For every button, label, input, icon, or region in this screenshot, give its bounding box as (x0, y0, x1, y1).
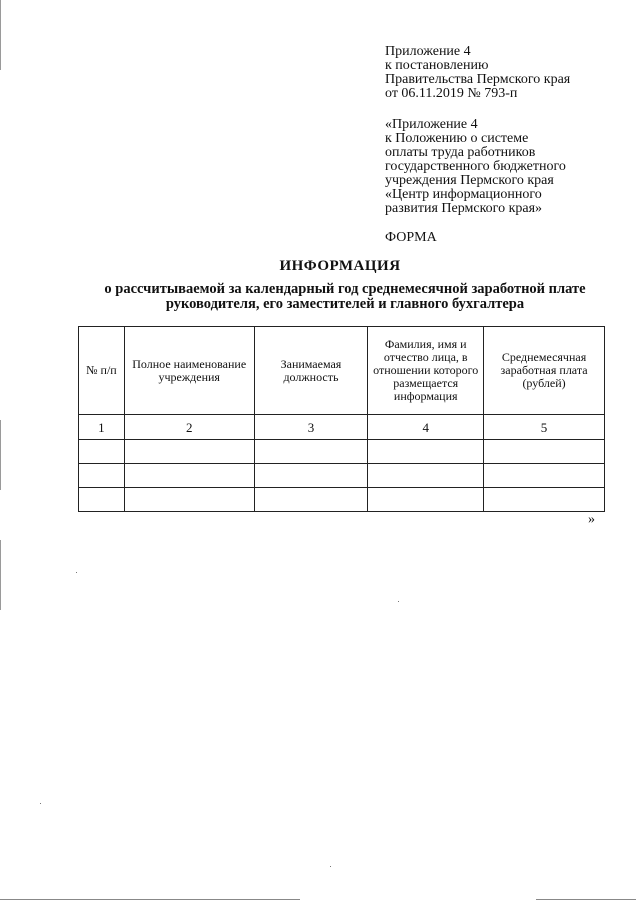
scan-speck (398, 601, 399, 602)
scan-bottom-rule (536, 899, 636, 900)
column-number-row (79, 415, 605, 440)
table-cell (484, 464, 605, 488)
table-cell (254, 464, 368, 488)
document-title: ИНФОРМАЦИЯ (279, 258, 401, 274)
salary-info-table (78, 326, 605, 512)
document-subtitle: о рассчитываемой за календарный год среднемесячной заработной плате руководителя, его заместителей и главного бухгалтера (104, 281, 586, 312)
closing-quote-mark: » (588, 512, 595, 527)
table-cell (124, 464, 254, 488)
column-header-position: Занимаемая должность (254, 327, 368, 415)
appendix-to-regulation (385, 118, 566, 216)
column-header-full-name: Фамилия, имя и отчество лица, в отношении которого размещается информация (368, 327, 484, 415)
appendix-header-line: от 06.11.2019 № 793-п (385, 86, 518, 101)
scan-edge-middle (0, 420, 1, 490)
column-number: 5 (484, 415, 605, 440)
appendix-regulation-line: развития Пермского края» (385, 201, 543, 216)
column-header-number: № п/п (79, 327, 125, 415)
column-number: 3 (254, 415, 368, 440)
table-header-row (79, 327, 605, 415)
table-cell (79, 464, 125, 488)
table-row (79, 440, 605, 464)
appendix-header-line: Приложение 4 (385, 44, 471, 59)
column-header-institution: Полное наименование учреждения (124, 327, 254, 415)
appendix-regulation-line: «Центр информационного (385, 187, 542, 202)
table-cell (484, 440, 605, 464)
table-cell (368, 440, 484, 464)
table-cell (254, 488, 368, 512)
column-number: 4 (368, 415, 484, 440)
appendix-header (385, 45, 570, 101)
form-label: ФОРМА (385, 230, 437, 245)
table-row (79, 464, 605, 488)
column-number: 2 (124, 415, 254, 440)
scan-speck (76, 572, 77, 573)
table-cell (484, 488, 605, 512)
table-cell (254, 440, 368, 464)
scan-speck (40, 803, 41, 804)
appendix-regulation-line: оплаты труда работников (385, 145, 536, 160)
table-cell (79, 440, 125, 464)
appendix-regulation-line: учреждения Пермского края (385, 173, 554, 188)
table-cell (124, 488, 254, 512)
appendix-regulation-line: государственного бюджетного (385, 159, 566, 174)
scan-bottom-rule (0, 899, 300, 900)
table-cell (79, 488, 125, 512)
column-number: 1 (79, 415, 125, 440)
column-header-average-salary: Среднемесячная заработная плата (рублей) (484, 327, 605, 415)
scan-edge-top (0, 0, 1, 70)
appendix-header-line: к постановлению (385, 58, 489, 73)
appendix-header-line: Правительства Пермского края (385, 72, 571, 87)
table-cell (368, 488, 484, 512)
table-cell (368, 464, 484, 488)
table-row (79, 488, 605, 512)
appendix-regulation-line: к Положению о системе (385, 131, 529, 146)
scan-speck (330, 866, 331, 867)
table-cell (124, 440, 254, 464)
appendix-regulation-line: «Приложение 4 (385, 117, 478, 132)
scan-edge-lower (0, 540, 1, 610)
